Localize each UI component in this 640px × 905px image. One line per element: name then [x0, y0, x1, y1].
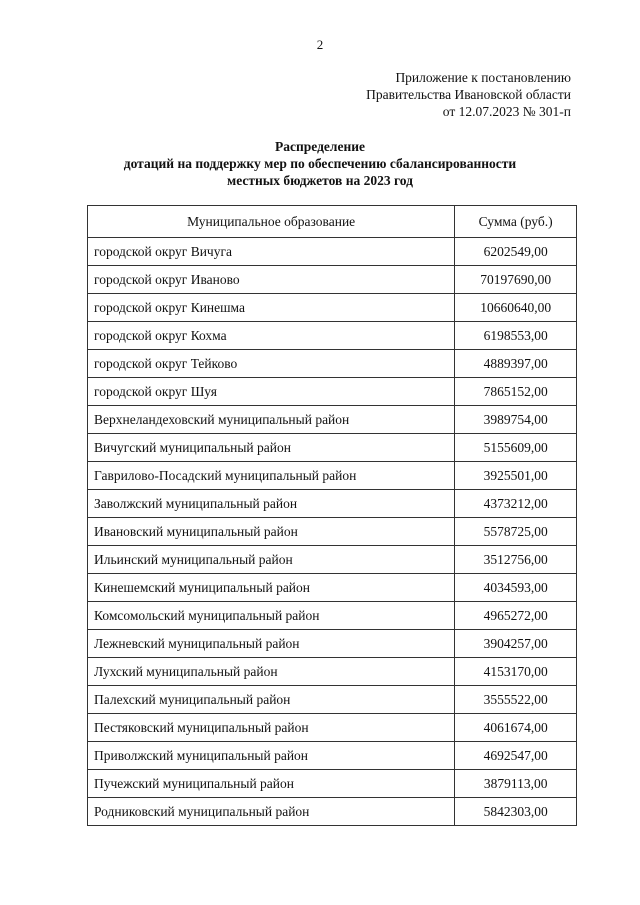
table-row [88, 518, 577, 546]
table-row [88, 798, 577, 826]
table-row [88, 630, 577, 658]
table-row [88, 574, 577, 602]
subsidy-amount: 4692547,00 [455, 742, 577, 770]
header-sum: Сумма (руб.) [455, 206, 577, 238]
title-line-3: местных бюджетов на 2023 год [227, 173, 413, 188]
table-row [88, 462, 577, 490]
subsidy-amount: 7865152,00 [455, 378, 577, 406]
subsidy-amount: 3512756,00 [455, 546, 577, 574]
table-row [88, 546, 577, 574]
municipality-name: Приволжский муниципальный район [88, 742, 455, 770]
table-row [88, 406, 577, 434]
municipality-name: Комсомольский муниципальный район [88, 602, 455, 630]
subsidy-amount: 4373212,00 [455, 490, 577, 518]
municipality-name: Ивановский муниципальный район [88, 518, 455, 546]
header-municipality: Муниципальное образование [88, 206, 455, 238]
table-row [88, 714, 577, 742]
subsidy-amount: 5578725,00 [455, 518, 577, 546]
appendix-line-3: от 12.07.2023 № 301-п [442, 104, 571, 119]
table-row [88, 770, 577, 798]
subsidy-amount: 70197690,00 [455, 266, 577, 294]
table-row [88, 238, 577, 266]
table-row [88, 322, 577, 350]
subsidy-amount: 4889397,00 [455, 350, 577, 378]
municipality-name: городской округ Иваново [88, 266, 455, 294]
municipality-name: городской округ Кинешма [88, 294, 455, 322]
municipality-name: Ильинский муниципальный район [88, 546, 455, 574]
municipality-name: городской округ Вичуга [88, 238, 455, 266]
subsidy-amount: 6202549,00 [455, 238, 577, 266]
municipality-name: Палехский муниципальный район [88, 686, 455, 714]
table-row [88, 434, 577, 462]
subsidy-amount: 3989754,00 [455, 406, 577, 434]
municipality-name: Лежневский муниципальный район [88, 630, 455, 658]
subsidy-amount: 3904257,00 [455, 630, 577, 658]
subsidy-amount: 3555522,00 [455, 686, 577, 714]
subsidy-amount: 10660640,00 [455, 294, 577, 322]
municipality-name: Пестяковский муниципальный район [88, 714, 455, 742]
municipality-name: Гаврилово-Посадский муниципальный район [88, 462, 455, 490]
table-row [88, 378, 577, 406]
title-line-2: дотаций на поддержку мер по обеспечению сбалансированности [123, 156, 517, 171]
table-row [88, 602, 577, 630]
subsidy-amount: 6198553,00 [455, 322, 577, 350]
municipality-name: городской округ Тейково [88, 350, 455, 378]
document-title [0, 138, 640, 189]
municipality-name: Заволжский муниципальный район [88, 490, 455, 518]
municipality-name: Верхнеландеховский муниципальный район [88, 406, 455, 434]
municipality-name: городской округ Кохма [88, 322, 455, 350]
appendix-line-1: Приложение к постановлению [395, 70, 571, 85]
appendix-note [366, 69, 571, 120]
appendix-line-2: Правительства Ивановской области [366, 87, 571, 102]
subsidy-amount: 4061674,00 [455, 714, 577, 742]
municipality-name: Вичугский муниципальный район [88, 434, 455, 462]
table-row [88, 350, 577, 378]
subsidy-amount: 4965272,00 [455, 602, 577, 630]
page-number: 2 [316, 37, 324, 52]
table-row [88, 294, 577, 322]
title-line-1: Распределение [274, 139, 366, 154]
subsidy-amount: 4034593,00 [455, 574, 577, 602]
municipality-name: городской округ Шуя [88, 378, 455, 406]
municipality-name: Кинешемский муниципальный район [88, 574, 455, 602]
subsidy-amount: 3925501,00 [455, 462, 577, 490]
table-header-row [88, 206, 577, 238]
municipality-name: Пучежский муниципальный район [88, 770, 455, 798]
table-row [88, 686, 577, 714]
subsidy-amount: 4153170,00 [455, 658, 577, 686]
table-row [88, 742, 577, 770]
municipality-name: Лухский муниципальный район [88, 658, 455, 686]
table-row [88, 266, 577, 294]
table-body [88, 238, 577, 826]
subsidy-amount: 5155609,00 [455, 434, 577, 462]
subsidy-amount: 5842303,00 [455, 798, 577, 826]
subsidy-table [87, 205, 577, 826]
municipality-name: Родниковский муниципальный район [88, 798, 455, 826]
subsidy-amount: 3879113,00 [455, 770, 577, 798]
table-row [88, 490, 577, 518]
table-row [88, 658, 577, 686]
